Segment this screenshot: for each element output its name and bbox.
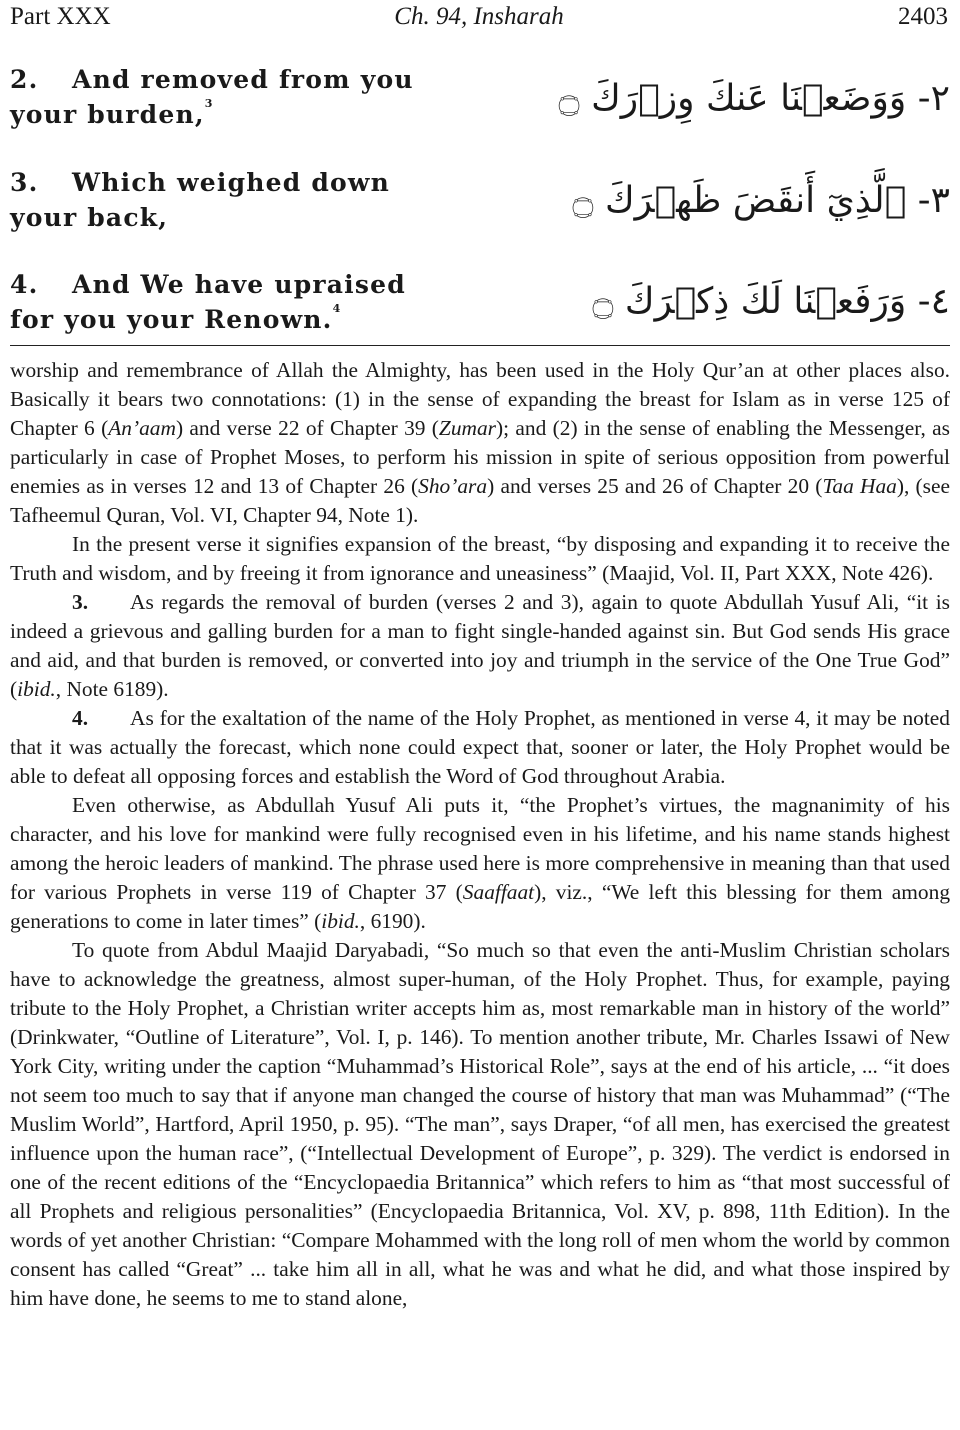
note-number: 3. bbox=[72, 590, 89, 614]
verse-number: 3. bbox=[10, 168, 39, 197]
part-label: Part XXX bbox=[10, 3, 111, 30]
note-number: 4. bbox=[72, 706, 89, 730]
verse-2-arabic: ٢- وَوَضَعۡنَا عَنكَ وِزۡرَكَ ۝ bbox=[558, 78, 950, 119]
page-header bbox=[10, 0, 948, 34]
paragraph-1: worship and remembrance of Allah the Almighty, has been used in the Holy Qur’an at other places also. Basically it bears two connotations: (1) in the sense of expanding the breast for Islam as in verse 125 of Chapter 6 (An’aam) and verse 22 of Chapter 39 (Zumar); and (2) in the sense of enabling the Messenger, as particularly in case of Prophet Moses, to perform his mission in spite of serious opposition from powerful enemies as in verses 12 and 13 of Chapter 26 (Sho’ara) and verses 25 and 26 of Chapter 20 (Taa Haa), (see Tafheemul Quran, Vol. VI, Chapter 94, Note 1). bbox=[10, 358, 950, 527]
paragraph-2: In the present verse it signifies expansion of the breast, “by disposing and expanding it to receive the Truth and wisdom, and by freeing it from ignorance and uneasiness” (Maajid, Vol. II, Part XXX, Note 426). bbox=[10, 532, 950, 585]
paragraph-6: To quote from Abdul Maajid Daryabadi, “So much so that even the anti-Muslim Christian scholars have to acknowledge the greatness, almost super-human, of the Holy Prophet. Thus, for example, paying tribute to the Holy Prophet, a Christian writer accepts him as, most remarkable man in history of the world” (Drinkwater, “Outline of Literature”, Vol. I, p. 146). To mention another tribute, Mr. Charles Issawi of New York City, writing under the caption “Muhammad’s Historical Role”, says at the end of his article, ... “it does not seem too much to say that if anyone man changed the course of history that man was Muhammad” (“The Muslim World”, Hartford, April 1950, p. 95). “The man”, says Draper, “of all men, has exercised the greatest influence upon the human race”, (“Intellectual Development of Europe”, p. 329). The verdict is endorsed in one of the recent editions of the “Encyclopaedia Britannica” which refers to him as “that most successful of all Prophets and religious personalities” (Encyclopaedia Britannica, Vol. XV, p. 898, 11th Edition). In the words of yet another Christian: “Compare Mohammed with the long roll of men whom the world by common consent has called “Great” ... take him all in all, what he was and what he did, and what those inspired by him have done, he seems to me to stand alone, bbox=[10, 938, 950, 1310]
verse-3-translation bbox=[10, 165, 420, 235]
verse-text: And We have upraised for you your Renown. bbox=[10, 270, 406, 334]
verse-text: Which weighed down your back, bbox=[10, 168, 390, 232]
commentary-body bbox=[10, 356, 950, 1313]
verse-4-translation bbox=[10, 267, 420, 337]
verse-text: And removed from you your burden, bbox=[10, 65, 414, 129]
footnote-marker: 3 bbox=[204, 97, 214, 110]
verse-3-arabic: ٣- ٱلَّذِيٓ أَنقَضَ ظَهۡرَكَ ۝ bbox=[572, 180, 950, 221]
note-4-paragraph: 4. As for the exaltation of the name of the Holy Prophet, as mentioned in verse 4, it may be noted that it was actually the forecast, which none could expect that, sooner or later, the Holy Prophet would be able to defeat all opposing forces and establish the Word of God throughout Arabia. bbox=[10, 706, 950, 788]
verse-4-arabic: ٤- وَرَفَعۡنَا لَكَ ذِكۡرَكَ ۝ bbox=[592, 281, 950, 322]
page-number: 2403 bbox=[898, 3, 948, 30]
footnote-marker: 4 bbox=[332, 302, 342, 315]
paragraph-5: Even otherwise, as Abdullah Yusuf Ali puts it, “the Prophet’s virtues, the magnanimity of his character, and his love for mankind were fully recognised even in his lifetime, and his name stands highest among the heroic leaders of mankind. The phrase used here is more comprehensive in meaning than that used for various Prophets in verse 119 of Chapter 37 (Saaffaat), viz., “We left this blessing for them among generations to come in later times” (ibid., 6190). bbox=[10, 793, 951, 933]
chapter-title: Ch. 94, Insharah bbox=[394, 3, 564, 30]
verse-2-translation bbox=[10, 62, 420, 132]
verse-number: 4. bbox=[10, 270, 39, 299]
note-3-paragraph: 3. As regards the removal of burden (verses 2 and 3), again to quote Abdullah Yusuf Ali, “it is indeed a grievous and galling burden for a man to fight single-handed against sin. But God sends His grace and aid, and that burden is removed, or converted into joy and triumph in the service of the One True God” (ibid., Note 6189). bbox=[10, 590, 950, 701]
section-divider bbox=[10, 345, 950, 346]
verse-number: 2. bbox=[10, 65, 39, 94]
